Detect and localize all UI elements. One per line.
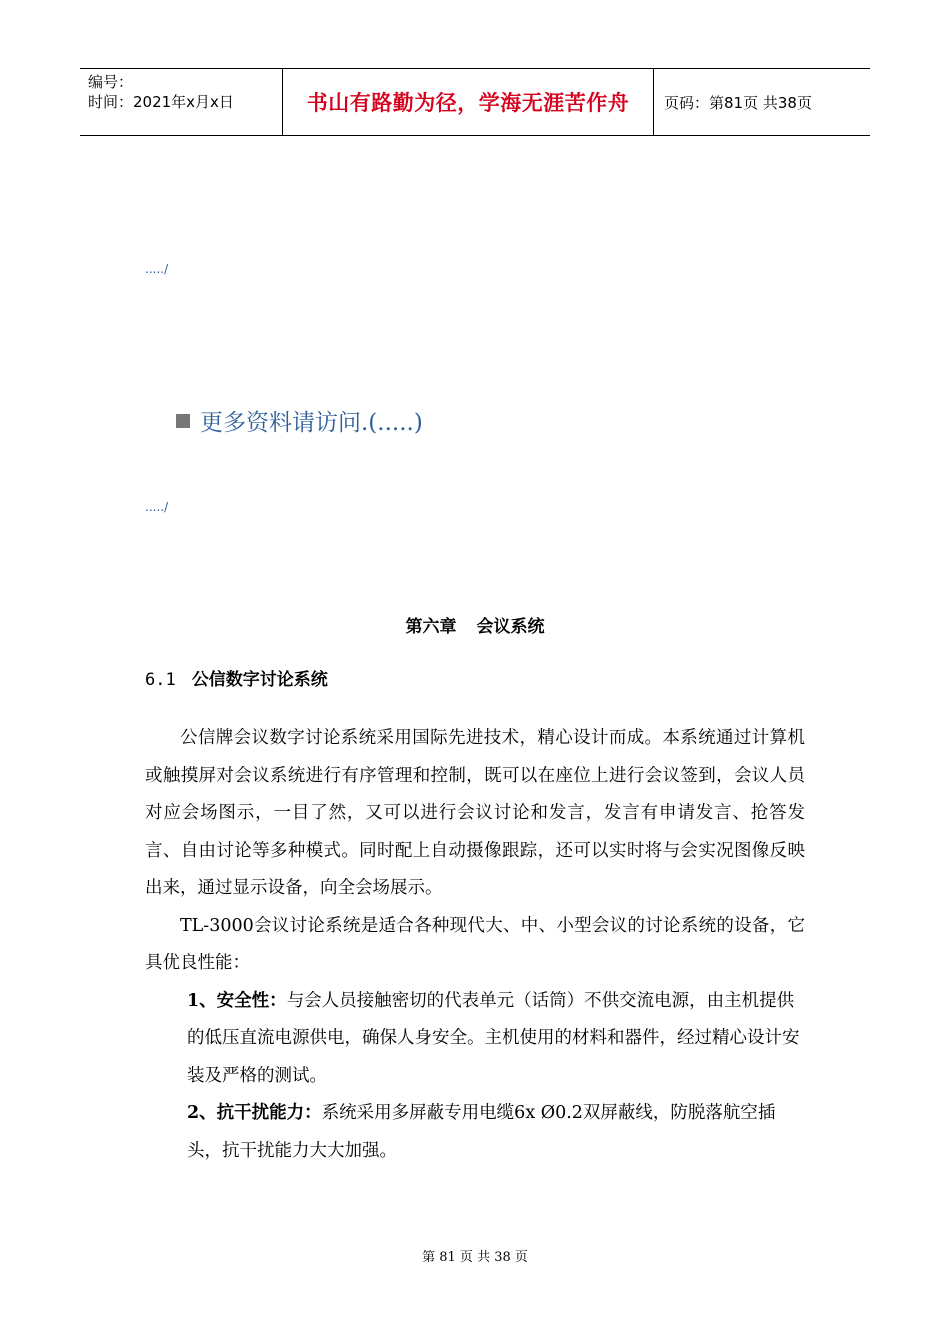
page-footer: 第 81 页 共 38 页 xyxy=(422,1250,528,1265)
section-title: 公信数字讨论系统 xyxy=(191,670,328,690)
document-time: 时间：2021年x月x日 xyxy=(88,93,234,111)
list-item-body: 与会人员接触密切的代表单元（话筒）不供交流电源，由主机提供的低压直流电源供电，确保人身安全。主机使用的材料和器件，经过精心设计安装及严格的测试。 xyxy=(187,990,800,1086)
header-meta xyxy=(80,69,282,135)
section-number: 6.1 xyxy=(145,670,176,690)
chapter-number: 第六章 xyxy=(405,617,457,637)
header-motto-cell xyxy=(282,69,654,135)
small-link-top[interactable]: ...../ xyxy=(145,262,169,276)
list-item-head: 2、抗干扰能力： xyxy=(187,1103,322,1123)
more-resources-line[interactable] xyxy=(176,404,423,437)
section-heading xyxy=(145,665,328,690)
list-item-safety xyxy=(145,983,805,1096)
chapter-name: 会议系统 xyxy=(476,617,545,637)
header-page-cell xyxy=(654,69,870,135)
header-motto: 书山有路勤为径，学海无涯苦作舟 xyxy=(306,90,630,115)
small-link-bottom[interactable]: ...../ xyxy=(145,500,169,514)
list-item-anti-interference xyxy=(145,1095,805,1170)
chapter-title xyxy=(0,612,950,637)
list-item-body: 系统采用多屏蔽专用电缆6x Ø0.2双屏蔽线，防脱落航空插头，抗干扰能力大大加强。 xyxy=(187,1103,776,1161)
square-bullet-icon xyxy=(176,414,190,428)
list-item-head: 1、安全性： xyxy=(187,990,287,1011)
header-table xyxy=(80,68,870,136)
paragraph-performance: TL-3000会议讨论系统是适合各种现代大、中、小型会议的讨论系统的设备，它具优良性能： xyxy=(145,915,805,973)
header-page-number: 页码：第81页 共38页 xyxy=(664,93,812,112)
paragraph-intro: 公信牌会议数字讨论系统采用国际先进技术，精心设计而成。本系统通过计算机或触摸屏对会议系统进行有序管理和控制，既可以在座位上进行会议签到，会议人员对应会场图示，一目了然，又可以进行会议讨论和发言，发言有申请发言、抢答发言、自由讨论等多种模式。同时配上自动摄像跟踪，还可以实时将与会实况图像反映出来，通过显示设备，向全会场展示。 xyxy=(145,728,805,898)
body-text xyxy=(145,720,805,1170)
more-resources-link[interactable]: 更多资料请访问.(.....) xyxy=(200,410,423,436)
document-number: 编号： xyxy=(88,73,134,91)
